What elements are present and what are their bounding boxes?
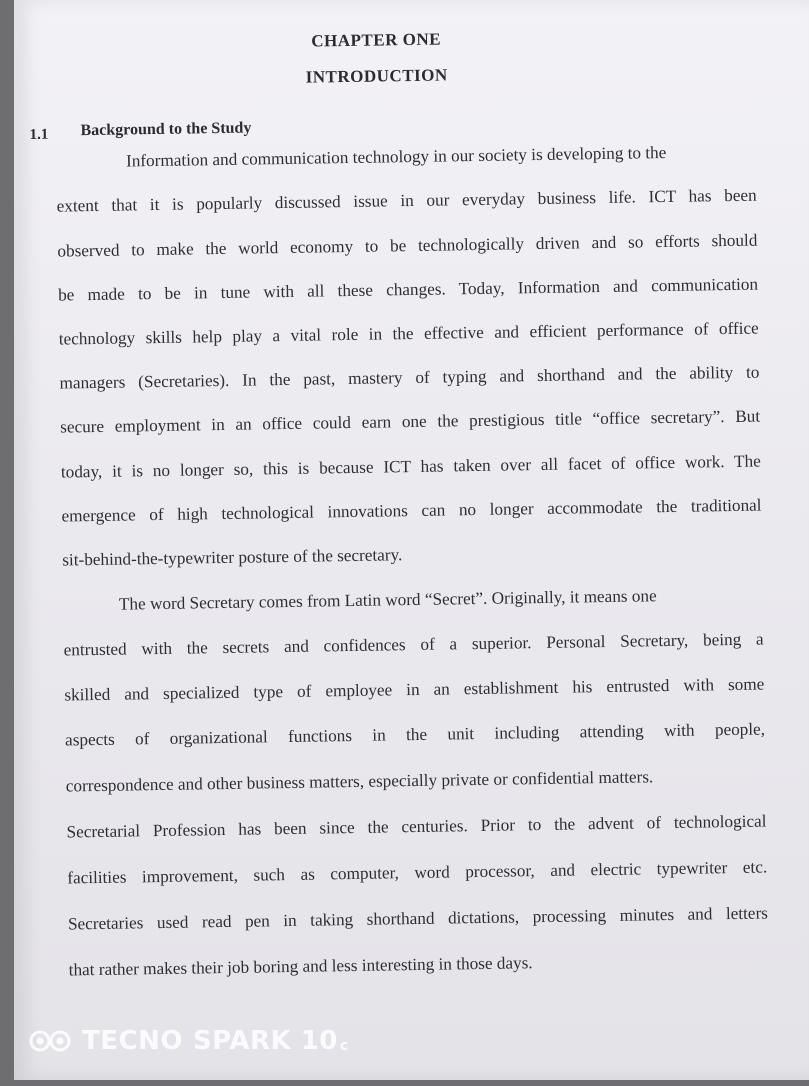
text-line: sit-behind-the-typewriter posture of the secretary.: [62, 545, 403, 570]
text-line: Secretaries used read pen in taking shorthand dictations, processing minutes and letters: [67, 903, 769, 934]
watermark-suffix: c: [339, 1038, 349, 1054]
document-page: [14, 0, 809, 1080]
text-line: extent that it is popularly discussed issue in our everyday business life. ICT has been: [56, 185, 757, 216]
text-line: be made to be in tune with all these changes. Today, Information and communication: [57, 274, 759, 305]
watermark-brand: TECNO: [82, 1026, 183, 1056]
text-line: aspects of organizational functions in the unit including attending with people,: [64, 719, 766, 750]
section-number: 1.1: [29, 126, 49, 143]
text-line: facilities improvement, such as computer, word processor, and electric typewriter etc.: [67, 857, 768, 888]
camera-lens-icon: [28, 1028, 72, 1054]
text-line: observed to make the world economy to be technologically driven and so efforts should: [57, 230, 758, 261]
text-line: technology skills help play a vital role in the effective and efficient performance of office: [58, 318, 759, 349]
text-line: skilled and specialized type of employee in an establishment his entrusted with some: [64, 674, 765, 705]
text-line: correspondence and other business matters, especially private or confidential matters.: [65, 767, 654, 796]
text-line: that rather makes their job boring and less interesting in those days.: [68, 953, 533, 980]
text-line: secure employment in an office could earn one the prestigious title “office secretary”. But: [60, 406, 761, 437]
section-title: Background to the Study: [80, 119, 252, 140]
watermark-model: SPARK 10: [192, 1026, 338, 1056]
chapter-heading: CHAPTER ONE: [311, 29, 442, 51]
camera-watermark: [28, 1024, 349, 1058]
page-content: [6, 0, 809, 1086]
text-line: today, it is no longer so, this is because ICT has taken over all facet of office work. The: [60, 451, 761, 482]
text-line: entrusted with the secrets and confidences of a superior. Personal Secretary, being a: [63, 629, 764, 660]
text-line: Information and communication technology in our society is developing to the: [125, 142, 667, 171]
text-line: The word Secretary comes from Latin word “Secret”. Originally, it means one: [118, 586, 657, 614]
text-line: managers (Secretaries). In the past, mastery of typing and shorthand and the ability to: [59, 362, 760, 393]
chapter-title: INTRODUCTION: [305, 65, 448, 87]
text-line: Secretarial Profession has been since the centuries. Prior to the advent of technological: [66, 811, 767, 842]
text-line: emergence of high technological innovations can no longer accommodate the traditional: [61, 495, 762, 526]
